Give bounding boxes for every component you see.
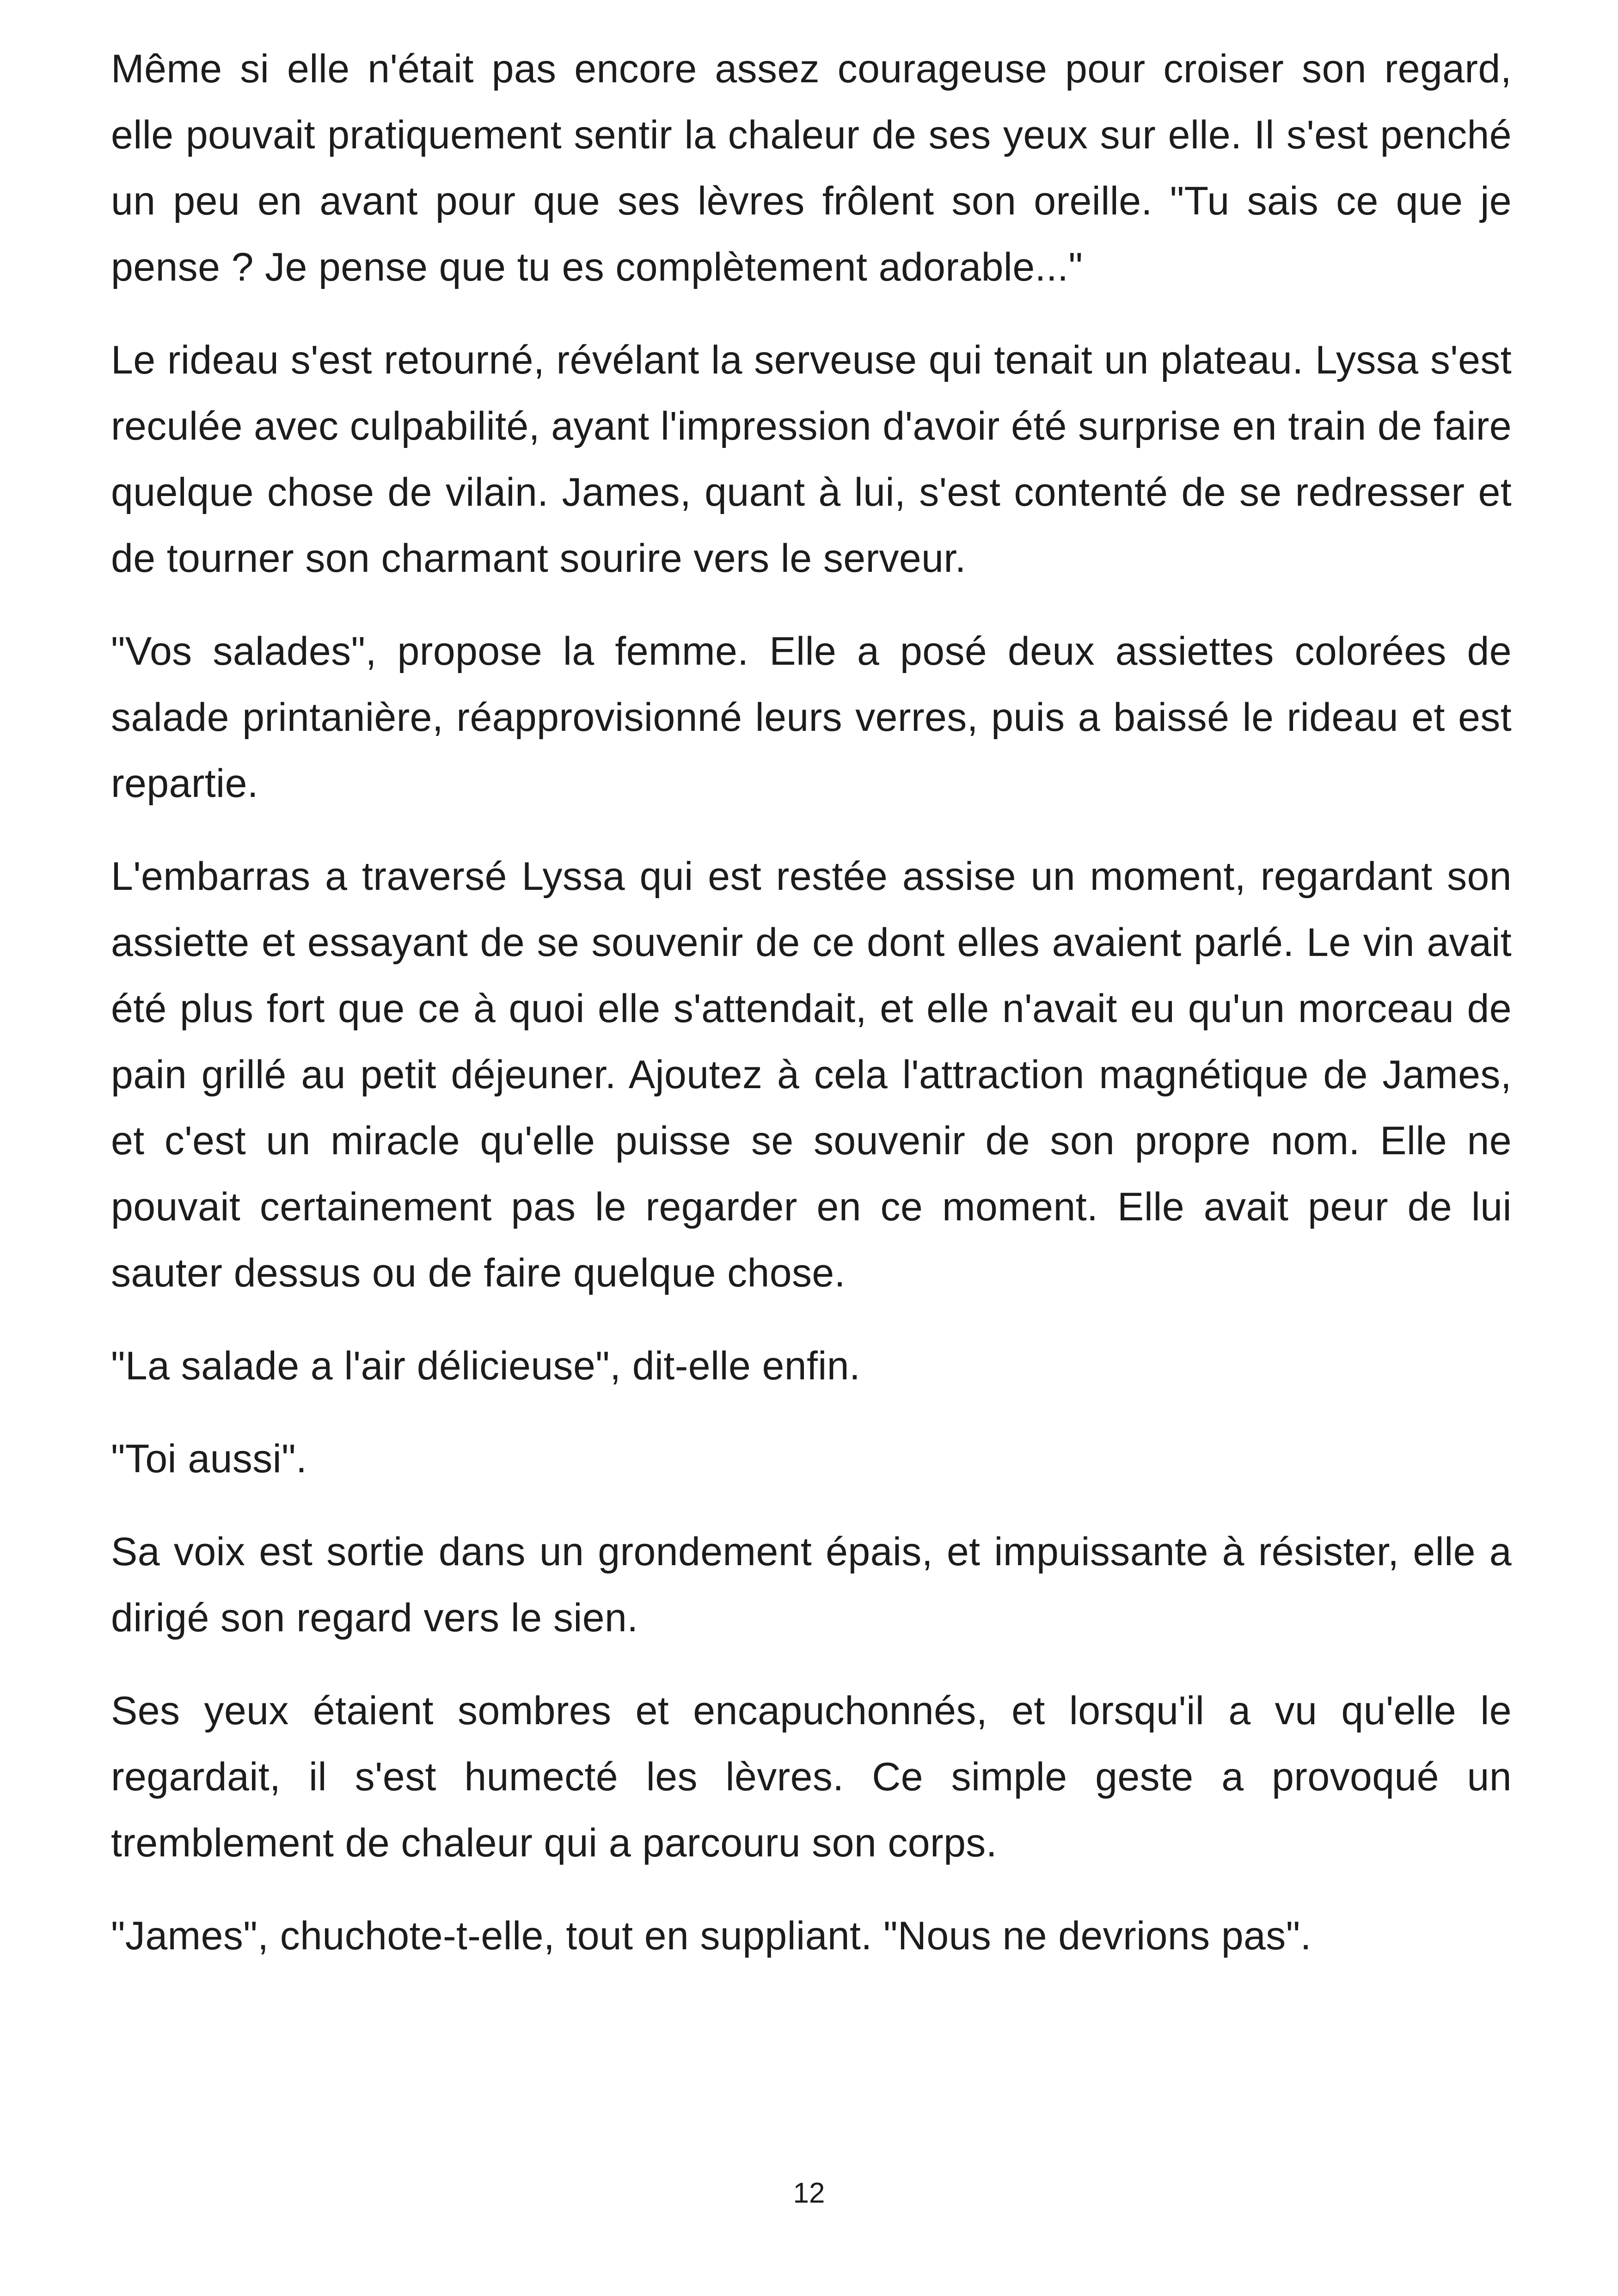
body-text — [111, 36, 1512, 1996]
paragraph-3: "Vos salades", propose la femme. Elle a posé deux assiettes colorées de salade printanière, réapprovisionné leurs verres, puis a baissé le rideau et est repartie. — [111, 629, 1512, 806]
paragraph-6: "Toi aussi". — [111, 1437, 307, 1481]
paragraph-2: Le rideau s'est retourné, révélant la serveuse qui tenait un plateau. Lyssa s'est reculée avec culpabilité, ayant l'impression d'avoir été surprise en train de faire quelque chose de vilain. James, quant à lui, s'est contenté de se redresser et de tourner son charmant sourire vers le serveur. — [111, 338, 1512, 581]
paragraph-1: Même si elle n'était pas encore assez courageuse pour croiser son regard, elle pouvait pratiquement sentir la chaleur de ses yeux sur elle. Il s'est penché un peu en avant pour que ses lèvres frôlent son oreille. "Tu sais ce que je pense ? Je pense que tu es complètement adorable..." — [111, 47, 1512, 289]
paragraph-8: Ses yeux étaient sombres et encapuchonnés, et lorsqu'il a vu qu'elle le regardait, il s'est humecté les lèvres. Ce simple geste a provoqué un tremblement de chaleur qui a parcouru son corps. — [111, 1689, 1512, 1865]
paragraph-5: "La salade a l'air délicieuse", dit-elle enfin. — [111, 1344, 861, 1388]
paragraph-4: L'embarras a traversé Lyssa qui est restée assise un moment, regardant son assiette et essayant de se souvenir de ce dont elles avaient parlé. Le vin avait été plus fort que ce à quoi elle s'attendait, et elle n'avait eu qu'un morceau de pain grillé au petit déjeuner. Ajoutez à cela l'attraction magnétique de James, et c'est un miracle qu'elle puisse se souvenir de son propre nom. Elle ne pouvait certainement pas le regarder en ce moment. Elle avait peur de lui sauter dessus ou de faire quelque chose. — [111, 854, 1512, 1295]
page-number: 12 — [793, 2177, 825, 2209]
paragraph-7: Sa voix est sortie dans un grondement épais, et impuissante à résister, elle a dirigé son regard vers le sien. — [111, 1530, 1512, 1640]
paragraph-9: "James", chuchote-t-elle, tout en suppliant. "Nous ne devrions pas". — [111, 1914, 1312, 1958]
